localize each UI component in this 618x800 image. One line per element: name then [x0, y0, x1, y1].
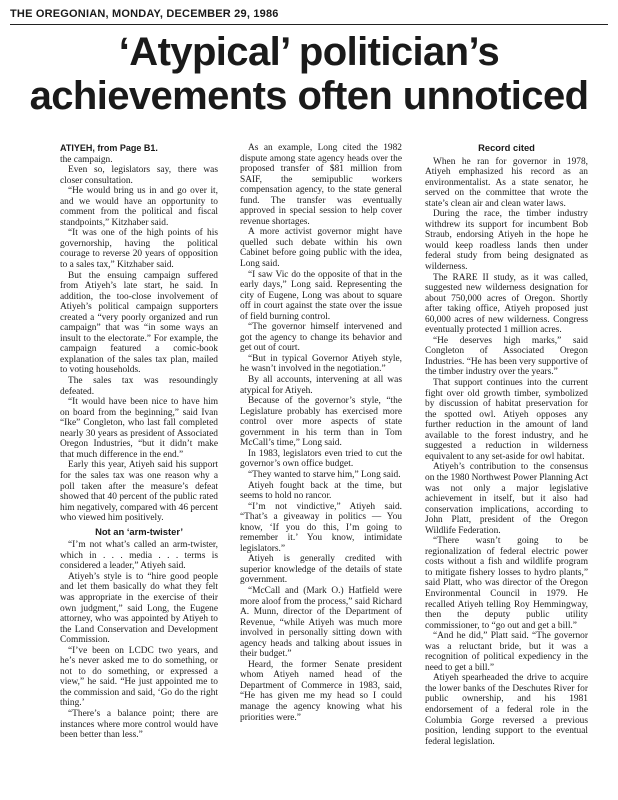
headline-line-1: ‘Atypical’ politician’s: [118, 30, 500, 74]
paragraph: “They wanted to starve him,” Long said.: [248, 469, 401, 480]
paragraph: Atiyeh fought back at the time, but seems to hold no rancor.: [240, 480, 402, 502]
paragraph: “There wasn’t going to be regionalization of federal electric power costs without a fish and wildlife program to mitigate fishery losses to hydro plants,” said Platt, who was director of the Oregon Environmental Council in 1979. He recalled Atiyeh telling Roy Hemmingway, then the deputy public utility commissioner, to “go out and get a bill.”: [425, 536, 588, 631]
paragraph: “And he did,” Platt said. “The governor was a reluctant bride, but it was a recognition of political expediency in the need to get a bill.”: [425, 631, 588, 673]
paragraph: Atiyeh’s style is to “hire good people and let them basically do what they felt was appropriate in the exercise of their own judgment,” said Long, the Eugene attorney, who was appointed by Atiyeh to the Land Conservation and Development Commission.: [60, 571, 218, 646]
paragraph: “The governor himself intervened and got the agency to change its behavior and get out of court.: [240, 322, 402, 354]
paragraph: Because of the governor’s style, “the Legislature probably has exercised more control over more aspects of state government in his term than in Tom McCall’s time,” Long said.: [240, 396, 402, 449]
column-3: [425, 143, 588, 747]
paragraph: “It would have been nice to have him on board from the beginning,” said Ivan “Ike” Congleton, who last fall completed nearly 30 years as president of Associated Oregon Industries, “but it didn’t make that much difference in the end.”: [60, 397, 218, 460]
paragraph: “There’s a balance point; there are instances where more control would have been better than less.”: [60, 708, 218, 741]
paragraph: In 1983, legislators even tried to cut the governor’s own office budget.: [240, 448, 402, 470]
paragraph: Even so, legislators say, there was closer consultation.: [60, 165, 218, 186]
jump-line: ATIYEH, from Page B1.: [60, 143, 158, 153]
paragraph: “McCall and (Mark O.) Hatfield were more aloof from the process,” said Richard A. Munn, director of the Department of Revenue, “while Atiyeh was much more involved in personally sitting down with agency heads and talking about issues in their budget.”: [240, 585, 402, 660]
headline: [0, 30, 618, 118]
headline-line-2: achievements often unnoticed: [29, 74, 589, 118]
paragraph: The sales tax was resoundingly defeated.: [60, 376, 218, 397]
paragraph: “I’ve been on LCDC two years, and he’s never asked me to do something, or not to do something, or expressed a view,” he said. “He just appointed me to the commission and said, ‘Go do the right thing.’: [60, 645, 218, 709]
paragraph: Heard, the former Senate president whom Atiyeh named head of the Department of Commerce in 1983, said, “He has given me my head so I could manage the agency knowing what his priorities were.”: [240, 659, 402, 723]
paragraph: Early this year, Atiyeh said his support for the sales tax was one reason why a poll taken after the measure’s defeat showed that 40 percent of the public rated him negatively, compared with 46 percent who viewed him positively.: [60, 460, 218, 524]
paragraph: That support continues into the current fight over old growth timber, symbolized by discussion of habitat preservation for the spotted owl. Atiyeh opposes any further reduction in the amount of land available to the forest industry, and he suggested a reduction in wilderness equivalent to any set-aside for owl habitat.: [425, 378, 588, 462]
subhead-arm-twister: Not an ‘arm-twister’: [95, 525, 183, 537]
paragraph: Atiyeh’s contribution to the consensus on the 1980 Northwest Power Planning Act was not only a major legislative achievement in itself, but it also had conservation implications, according to John Platt, president of the Oregon Wildlife Federation.: [425, 462, 589, 536]
paragraph: During the race, the timber industry withdrew its support for incumbent Bob Straub, endorsing Atiyeh in the hope he would keep roadless lands then under federal study from being designated as wilderness.: [425, 209, 588, 273]
paragraph: “He would bring us in and go over it, and we would have an opportunity to comment from the political and fiscal standpoints,” Kitzhaber said.: [60, 186, 218, 228]
paragraph: “He deserves high marks,” said Congleton of Associated Oregon Industries. “He has been very supportive of the timber industry over the years.”: [425, 335, 588, 378]
paragraph: “I saw Vic do the opposite of that in the early days,” Long said. Representing the city of Eugene, Long was about to square off in court against the state over the issue of field burning control.: [240, 269, 402, 322]
dateline: THE OREGONIAN, MONDAY, DECEMBER 29, 1986: [10, 8, 279, 20]
dateline-rule: [10, 24, 608, 25]
paragraph: “I’m not what’s called an arm-twister, which in . . . media . . . terms is considered a leader,” Atiyeh said.: [60, 540, 218, 572]
paragraph: A more activist governor might have quelled such debate within his own Cabinet before going public with the idea, Long said.: [240, 227, 402, 270]
paragraph: As an example, Long cited the 1982 dispute among state agency heads over the proposed transfer of $81 million from SAIF, the semipublic workers compensation agency, to the state general fund. The transfer was eventually approved in special session to help cover revenue shortages.: [240, 143, 402, 227]
paragraph: When he ran for governor in 1978, Atiyeh emphasized his record as an environmentalist. As a state senator, he served on the committee that wrote the state’s clean air and clean water laws.: [425, 156, 588, 209]
paragraph: Atiyeh is generally credited with superior knowledge of the details of state government.: [240, 554, 402, 586]
paragraph: “It was one of the high points of his governorship, having the political courage to reverse 20 years of opposition to a sales tax,” Kitzhaber said.: [60, 228, 218, 271]
paragraph: By all accounts, intervening at all was atypical for Atiyeh.: [240, 375, 402, 396]
paragraph: the campaign.: [60, 154, 113, 165]
subhead-record-cited: Record cited: [478, 142, 535, 153]
paragraph: But the ensuing campaign suffered from Atiyeh’s late start, he said. In addition, the too-close involvement of Atiyeh’s political campaign supporters created a “very poorly organized and run campaign” that was “in some ways an insult to the electorate.” For example, the campaign featured a comic-book explanation of the sales tax plan, mailed to voting households.: [60, 270, 218, 376]
column-2: [240, 143, 402, 723]
paragraph: The RARE II study, as it was called, suggested new wilderness designation for about 750,000 acres of Oregon. Shortly after taking office, Atiyeh proposed just 60,000 acres of new wilderness. Congress eventually protected 1 million acres.: [425, 272, 588, 336]
paragraph: “I’m not vindictive,” Atiyeh said. “That’s a giveaway in politics — You know, ‘If you do this, I’m going to remember it.’ You know, intimidate legislators.”: [240, 501, 402, 554]
paragraph: Atiyeh spearheaded the drive to acquire the lower banks of the Deschutes River for public ownership, and his 1981 endorsement of a federal role in the Columbia Gorge reversed a previous position, lending support to the eventual federal legislation.: [425, 673, 588, 747]
column-1: [60, 143, 218, 741]
paragraph: “But in typical Governor Atiyeh style, he wasn’t involved in the negotiation.”: [240, 353, 402, 375]
